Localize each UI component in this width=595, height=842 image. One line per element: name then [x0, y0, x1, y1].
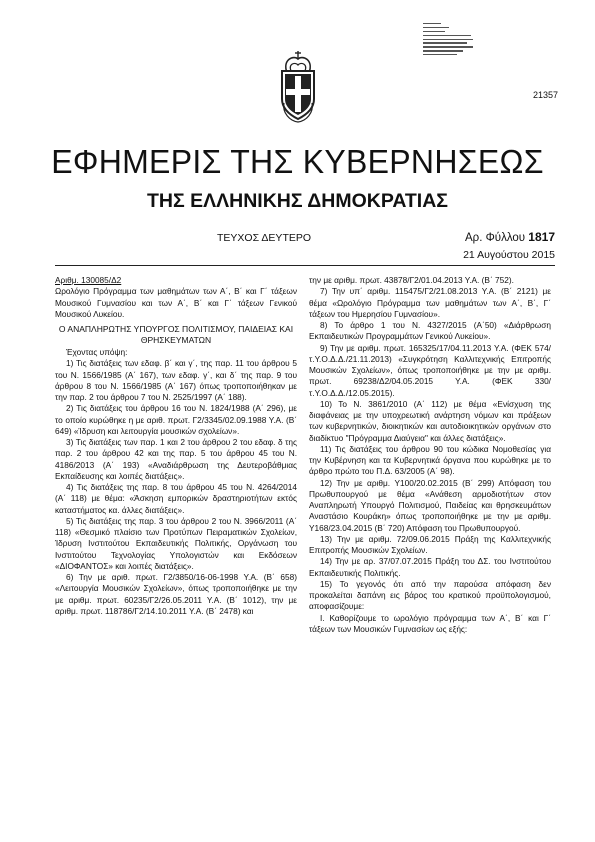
paragraph: 9) Την με αριθμ. πρωτ. 165325/17/04.11.2013 Υ.Α. (ΦΕΚ 574/τ.Υ.Ο.Δ.Δ./21.11.2013) «Συγκρότηση Καλλιτεχνικής Επιτροπής Μουσικών Σχολείων», όπως τροποποιήθηκε με την με αριθμ. πρωτ. 69238/Δ2/04.05.2015 Υ.Α. (ΦΕΚ 330/τ.Υ.Ο.Δ.Δ./12.05.2015). — [309, 342, 551, 398]
paragraph: Ωρολόγιο Πρόγραμμα των μαθημάτων των Α΄, Β΄ και Γ΄ τάξεων Μουσικού Γυμνασίου και των Α΄, Β΄ και Γ΄ τάξεων Γενικού Μουσικού Λυκείου. — [55, 286, 297, 319]
right-column — [309, 275, 551, 635]
decision-reference: Αριθμ. 130085/Δ2 — [55, 275, 122, 285]
paragraph: 12) Την με αριθμ. Υ100/20.02.2015 (Β΄ 299) Απόφαση του Πρωθυπουργού με θέμα «Ανάθεση αρμοδιοτήτων στον Αναπληρωτή Υπουργό Πολιτισμού, Παιδείας και θρησκευμάτων Αναστάσιο Κουράκη» όπως τροποποιήθηκε με την με αριθμ. Υ168/23.04.2015 (Β΄ 720) Απόφαση του Πρωθυπουργού. — [309, 477, 551, 533]
left-column — [55, 275, 297, 617]
sheet-number-value: 1817 — [528, 230, 555, 244]
paragraph: 8) Το άρθρο 1 του Ν. 4327/2015 (Α΄50) «Διάρθρωση Εκπαιδευτικών Προγραμμάτων Γενικού Λυκείου». — [309, 320, 551, 342]
issue-date: 21 Αυγούστου 2015 — [463, 249, 555, 261]
paragraph: 2) Τις διατάξεις του άρθρου 16 του Ν. 1824/1988 (Α΄ 296), με το οποίο κυρώθηκε η με αριθ. πρωτ. Γ2/3345/02.09.1988 Υ.Α. (Β΄ 649) «Ίδρυση και λειτουργία μουσικών σχολείων». — [55, 403, 297, 436]
paragraph: 1) Τις διατάξεις των εδαφ. β΄ και γ΄, της παρ. 11 του άρθρου 5 του Ν. 1566/1985 (Α΄ 167), των εδαφ. γ΄, και δ΄ της παρ. 9 του άρθρου 8 του Ν. 1566/1985 (Α΄ 167) όπως τροποποιήθηκαν με την παρ. 2 του άρθρου 7 του Ν. 2525/1997 (Α΄ 188). — [55, 358, 297, 402]
coat-of-arms-icon — [278, 47, 318, 123]
gazette-subtitle: ΤΗΣ ΕΛΛΗΝΙΚΗΣ ΔΗΜΟΚΡΑΤΙΑΣ — [146, 190, 448, 212]
paragraph: Ι. Καθορίζουμε το ωρολόγιο πρόγραμμα των Α΄, Β΄ και Γ΄ τάξεων των Μουσικών Γυμνασίων ως εξής: — [309, 612, 551, 634]
paragraph: 5) Τις διατάξεις της παρ. 3 του άρθρου 2 του Ν. 3966/2011 (Α΄ 118) «Θεσμικό πλαίσιο των Προτύπων Πειραματικών Σχολείων, Ίδρυση Ινστιτούτου Εκπαιδευτικής Πολιτικής, Οργάνωση του Ινστιτούτου Τεχνολογίας Υπολογιστών και Εκδόσεων «ΔΙΟΦΑΝΤΟΣ» και λοιπές διατάξεις». — [55, 515, 297, 571]
page-number: 21357 — [533, 90, 559, 100]
paragraph: 11) Τις διατάξεις του άρθρου 90 του κώδικα Νομοθεσίας για την Κυβέρνηση και τα Κυβερνητικά όργανα που κυρώθηκε με το άρθρο πρώτο του Π.Δ. 63/2005 (Α΄ 98). — [309, 443, 551, 477]
edition-stamp — [423, 23, 475, 71]
authority-heading: Ο ΑΝΑΠΛΗΡΩΤΗΣ ΥΠΟΥΡΓΟΣ ΠΟΛΙΤΙΣΜΟΥ, ΠΑΙΔΕΙΑΣ ΚΑΙ ΘΡΗΣΚΕΥΜΑΤΩΝ — [58, 324, 294, 345]
paragraph: 7) Την υπ΄ αριθμ. 115475/Γ2/21.08.2013 Υ.Α. (Β΄ 2121) με θέμα «Ωρολόγιο Πρόγραμμα των μαθημάτων των Α΄, Β΄, Γ΄ τάξεων του Ημερησίου Γυμνασίου». — [309, 286, 551, 319]
paragraph: την με αριθμ. πρωτ. 43878/Γ2/01.04.2013 Υ.Α. (Β΄ 752). — [309, 275, 514, 285]
sheet-label: Αρ. Φύλλου — [465, 232, 526, 244]
paragraph: 13) Την με αριθμ. 72/09.06.2015 Πράξη της Καλλιτεχνικής Επιτροπής Μουσικών Σχολείων. — [309, 533, 551, 555]
paragraph: 6) Την με αριθ. πρωτ. Γ2/3850/16-06-1998 Υ.Α. (Β΄ 658) «Λειτουργία Μουσικών Σχολείων», όπως τροποποιήθηκε με την με αριθμ. πρωτ. 60235/Γ2/26.05.2011 Υ.Α. (Β΄ 1012), την με αριθμ. πρωτ. 118786/Γ2/14.10.2011 Υ.Α. (Β΄ 2478) και — [55, 572, 297, 616]
paragraph: Έχοντας υπόψη: — [66, 347, 128, 357]
gazette-title: ΕΦΗΜΕΡΙΣ ΤΗΣ ΚΥΒΕΡΝΗΣΕΩΣ — [51, 143, 544, 180]
paragraph: 10) Το Ν. 3861/2010 (Α΄ 112) με θέμα «Ενίσχυση της διαφάνειας με την υποχρεωτική ανάρτηση νόμων και πράξεων των κυβερνητικών, διοικητικών και αυτοδιοικητικών οργάνων στο διαδίκτυο "Πρόγραμμα Διαύγεια" και άλλες διατάξεις». — [309, 398, 551, 443]
paragraph: 14) Την με αρ. 37/07.07.2015 Πράξη του ΔΣ. του Ινστιτούτου Εκπαιδευτικής Πολιτικής. — [309, 556, 551, 578]
paragraph: 4) Τις διατάξεις της παρ. 8 του άρθρου 45 του Ν. 4264/2014 (Α΄ 118) με θέμα: «Άσκηση εμπορικών δραστηριοτήτων εκτός καταστήματος κα. άλλες διατάξεις». — [55, 482, 297, 515]
header-divider — [55, 265, 555, 266]
paragraph: 3) Τις διατάξεις των παρ. 1 και 2 του άρθρου 2 του εδαφ. δ της παρ. 2 του άρθρου 42 και της παρ. 5 του άρθρου 45 του Ν. 4186/2013 (Α΄ 193) «Αναδιάρθρωση της Δευτεροβάθμιας Εκπαίδευσης και λοιπές διατάξεις». — [55, 437, 297, 481]
paragraph: 15) Το γεγονός ότι από την παρούσα απόφαση δεν προκαλείται δαπάνη εις βάρος του κρατικού προϋπολογισμού, αποφασίζουμε: — [309, 578, 551, 612]
sheet-number — [465, 230, 555, 244]
issue-label: ΤΕΥΧΟΣ ΔΕΥΤΕΡΟ — [217, 232, 312, 244]
